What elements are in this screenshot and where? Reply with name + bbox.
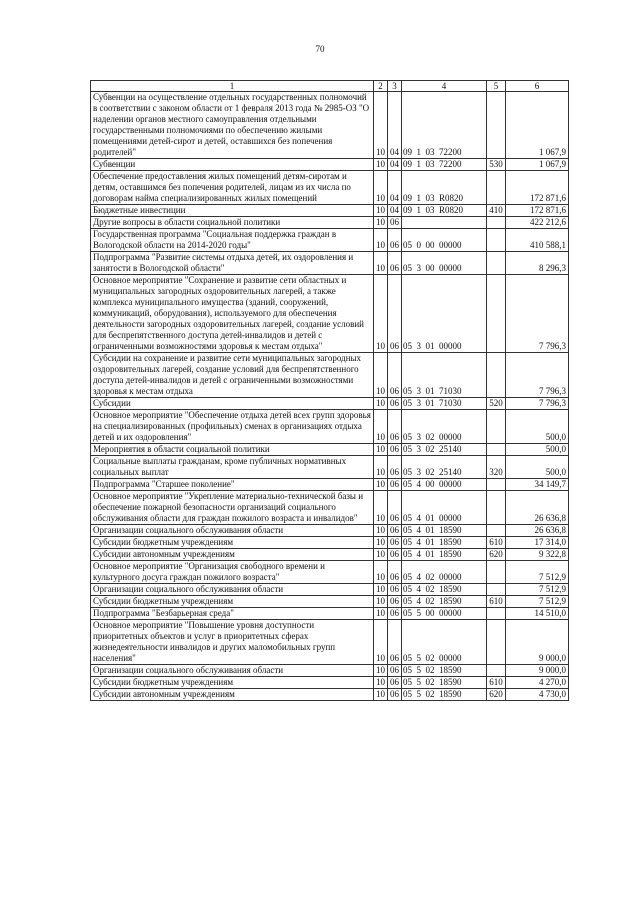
row-section: 10 <box>374 92 388 159</box>
row-amount: 500,0 <box>506 444 569 456</box>
row-section: 10 <box>374 229 388 252</box>
row-target-article: 05 4 00 00000 <box>402 479 487 491</box>
row-subsection: 06 <box>388 252 402 275</box>
header-subsection: 3 <box>388 81 402 92</box>
row-expense-type: 610 <box>487 596 506 608</box>
row-expense-type: 530 <box>487 159 506 171</box>
row-expense-type <box>487 92 506 159</box>
table-row <box>91 456 569 479</box>
row-section: 10 <box>374 537 388 549</box>
row-expense-type <box>487 252 506 275</box>
row-target-article: 05 4 02 00000 <box>402 561 487 584</box>
row-expense-type <box>487 444 506 456</box>
row-name: Основное мероприятие "Обеспечение отдыха детей всех групп здоровья на специализированных (профильных) сменах в организациях отдыха детей и их оздоровления" <box>91 410 374 444</box>
row-section: 10 <box>374 561 388 584</box>
row-subsection: 06 <box>388 353 402 398</box>
row-section: 10 <box>374 620 388 665</box>
row-target-article: 09 1 03 72200 <box>402 92 487 159</box>
row-amount: 500,0 <box>506 410 569 444</box>
header-name: 1 <box>91 81 374 92</box>
row-subsection: 06 <box>388 677 402 689</box>
row-amount: 7 796,3 <box>506 275 569 353</box>
row-target-article: 05 5 00 00000 <box>402 608 487 620</box>
row-amount: 4 730,0 <box>506 689 569 701</box>
row-amount: 1 067,9 <box>506 159 569 171</box>
row-amount: 172 871,6 <box>506 171 569 205</box>
row-amount: 7 796,3 <box>506 353 569 398</box>
table-row <box>91 229 569 252</box>
row-amount: 410 588,1 <box>506 229 569 252</box>
row-name: Организации социального обслуживания области <box>91 525 374 537</box>
header-section: 2 <box>374 81 388 92</box>
table-row <box>91 596 569 608</box>
row-name: Субсидии на сохранение и развитие сети муниципальных загородных оздоровительных лагерей, создание условий для беспрепятственного доступа детей-инвалидов и детей с ограниченными возможностями здоровья к местам отдыха <box>91 353 374 398</box>
row-expense-type <box>487 410 506 444</box>
row-target-article <box>402 217 487 229</box>
header-expense-type: 5 <box>487 81 506 92</box>
row-expense-type <box>487 275 506 353</box>
table-row <box>91 537 569 549</box>
row-expense-type <box>487 217 506 229</box>
row-target-article: 05 4 01 00000 <box>402 491 487 525</box>
row-subsection: 06 <box>388 229 402 252</box>
table-row <box>91 171 569 205</box>
row-amount: 14 510,0 <box>506 608 569 620</box>
row-expense-type <box>487 171 506 205</box>
row-target-article: 05 3 00 00000 <box>402 252 487 275</box>
row-target-article: 09 1 03 72200 <box>402 159 487 171</box>
table-row <box>91 689 569 701</box>
row-target-article: 05 4 01 18590 <box>402 549 487 561</box>
row-expense-type <box>487 229 506 252</box>
table-row <box>91 479 569 491</box>
row-expense-type: 410 <box>487 205 506 217</box>
row-expense-type <box>487 479 506 491</box>
row-amount: 9 000,0 <box>506 620 569 665</box>
row-subsection: 06 <box>388 275 402 353</box>
row-amount: 4 270,0 <box>506 677 569 689</box>
row-expense-type <box>487 584 506 596</box>
row-amount: 172 871,6 <box>506 205 569 217</box>
row-subsection: 06 <box>388 584 402 596</box>
table-row <box>91 159 569 171</box>
row-expense-type <box>487 525 506 537</box>
row-amount: 26 636,8 <box>506 525 569 537</box>
row-section: 10 <box>374 252 388 275</box>
table-row <box>91 275 569 353</box>
row-section: 10 <box>374 665 388 677</box>
row-name: Субсидии бюджетным учреждениям <box>91 677 374 689</box>
row-name: Социальные выплаты гражданам, кроме публичных нормативных социальных выплат <box>91 456 374 479</box>
row-name: Другие вопросы в области социальной политики <box>91 217 374 229</box>
row-section: 10 <box>374 410 388 444</box>
row-subsection: 06 <box>388 456 402 479</box>
row-subsection: 04 <box>388 92 402 159</box>
row-amount: 7 512,9 <box>506 561 569 584</box>
row-target-article: 05 5 02 18590 <box>402 689 487 701</box>
row-name: Субсидии бюджетным учреждениям <box>91 596 374 608</box>
row-target-article: 09 1 03 R0820 <box>402 171 487 205</box>
row-expense-type: 520 <box>487 398 506 410</box>
row-name: Субвенции <box>91 159 374 171</box>
table-row <box>91 205 569 217</box>
row-amount: 500,0 <box>506 456 569 479</box>
row-expense-type <box>487 353 506 398</box>
table-row <box>91 92 569 159</box>
table-row <box>91 549 569 561</box>
row-section: 10 <box>374 689 388 701</box>
row-name: Обеспечение предоставления жилых помещений детям-сиротам и детям, оставшимся без попечения родителей, лицам из их числа по договорам найма специализированных жилых помещений <box>91 171 374 205</box>
row-name: Субвенции на осуществление отдельных государственных полномочий в соответствии с законом области от 1 февраля 2013 года № 2985-ОЗ "О наделении органов местного самоуправления отдельными государственными полномочиями по обеспечению жилыми помещениями детей-сирот и детей, оставшихся без попечения родителей" <box>91 92 374 159</box>
table-row <box>91 525 569 537</box>
row-name: Основное мероприятие "Повышение уровня доступности приоритетных объектов и услуг в приоритетных сферах жизнедеятельности инвалидов и других маломобильных групп населения" <box>91 620 374 665</box>
row-section: 10 <box>374 549 388 561</box>
row-target-article: 05 4 02 18590 <box>402 584 487 596</box>
row-section: 10 <box>374 479 388 491</box>
row-expense-type <box>487 491 506 525</box>
row-section: 10 <box>374 353 388 398</box>
row-amount: 9 322,8 <box>506 549 569 561</box>
row-subsection: 06 <box>388 217 402 229</box>
row-section: 10 <box>374 608 388 620</box>
row-target-article: 05 5 02 00000 <box>402 620 487 665</box>
row-name: Подпрограмма "Старшее поколение" <box>91 479 374 491</box>
row-name: Бюджетные инвестиции <box>91 205 374 217</box>
row-target-article: 05 3 02 25140 <box>402 444 487 456</box>
row-subsection: 06 <box>388 561 402 584</box>
row-section: 10 <box>374 596 388 608</box>
row-target-article: 05 4 01 18590 <box>402 525 487 537</box>
row-target-article: 05 3 01 71030 <box>402 398 487 410</box>
row-subsection: 06 <box>388 689 402 701</box>
row-target-article: 09 1 03 R0820 <box>402 205 487 217</box>
row-target-article: 05 3 02 25140 <box>402 456 487 479</box>
row-expense-type <box>487 620 506 665</box>
table-row <box>91 252 569 275</box>
table-row <box>91 398 569 410</box>
row-expense-type: 610 <box>487 537 506 549</box>
row-section: 10 <box>374 677 388 689</box>
row-amount: 1 067,9 <box>506 92 569 159</box>
table-row <box>91 444 569 456</box>
row-amount: 7 512,9 <box>506 596 569 608</box>
table-row <box>91 410 569 444</box>
table-row <box>91 665 569 677</box>
table-row <box>91 584 569 596</box>
row-target-article: 05 4 01 18590 <box>402 537 487 549</box>
row-subsection: 06 <box>388 398 402 410</box>
row-subsection: 06 <box>388 525 402 537</box>
row-section: 10 <box>374 275 388 353</box>
row-name: Субсидии бюджетным учреждениям <box>91 537 374 549</box>
row-subsection: 04 <box>388 205 402 217</box>
row-subsection: 06 <box>388 444 402 456</box>
table-row <box>91 353 569 398</box>
row-section: 10 <box>374 584 388 596</box>
row-expense-type: 620 <box>487 549 506 561</box>
row-name: Субсидии <box>91 398 374 410</box>
row-section: 10 <box>374 159 388 171</box>
table-row <box>91 677 569 689</box>
table-row <box>91 561 569 584</box>
row-expense-type: 320 <box>487 456 506 479</box>
row-target-article: 05 3 01 00000 <box>402 275 487 353</box>
row-subsection: 04 <box>388 171 402 205</box>
table-body <box>91 92 569 701</box>
table-row <box>91 620 569 665</box>
row-subsection: 04 <box>388 159 402 171</box>
row-target-article: 05 5 02 18590 <box>402 677 487 689</box>
row-subsection: 06 <box>388 410 402 444</box>
row-section: 10 <box>374 398 388 410</box>
row-name: Подпрограмма "Развитие системы отдыха детей, их оздоровления и занятости в Вологодской области" <box>91 252 374 275</box>
row-amount: 17 314,0 <box>506 537 569 549</box>
row-target-article: 05 4 02 18590 <box>402 596 487 608</box>
row-section: 10 <box>374 171 388 205</box>
row-name: Организации социального обслуживания области <box>91 584 374 596</box>
table-row <box>91 608 569 620</box>
table-row <box>91 491 569 525</box>
row-amount: 34 149,7 <box>506 479 569 491</box>
row-target-article: 05 3 01 71030 <box>402 353 487 398</box>
row-expense-type <box>487 561 506 584</box>
row-name: Основное мероприятие "Организация свободного времени и культурного досуга граждан пожилого возраста" <box>91 561 374 584</box>
row-amount: 422 212,6 <box>506 217 569 229</box>
page-number: 70 <box>315 44 325 54</box>
row-section: 10 <box>374 205 388 217</box>
row-subsection: 06 <box>388 608 402 620</box>
row-name: Основное мероприятие "Укрепление материально-технической базы и обеспечение пожарной безопасности организаций социального обслуживания области для граждан пожилого возраста и инвалидов" <box>91 491 374 525</box>
row-name: Государственная программа "Социальная поддержка граждан в Вологодской области на 2014-2020 годы" <box>91 229 374 252</box>
row-name: Подпрограмма "Безбарьерная среда" <box>91 608 374 620</box>
row-subsection: 06 <box>388 620 402 665</box>
row-subsection: 06 <box>388 537 402 549</box>
row-expense-type: 620 <box>487 689 506 701</box>
row-name: Основное мероприятие "Сохранение и развитие сети областных и муниципальных загородных оздоровительных лагерей, а также комплекса муниципального имущества (зданий, сооружений, коммуникаций, оборудования), используемого для обеспечения деятельности загородных оздоровительных лагерей, создание условий для беспрепятственного доступа детей-инвалидов и детей с ограниченными возможностями здоровья к местам отдыха" <box>91 275 374 353</box>
row-subsection: 06 <box>388 665 402 677</box>
row-expense-type <box>487 608 506 620</box>
row-subsection: 06 <box>388 596 402 608</box>
row-section: 10 <box>374 456 388 479</box>
row-amount: 8 296,3 <box>506 252 569 275</box>
row-subsection: 06 <box>388 479 402 491</box>
row-amount: 7 512,9 <box>506 584 569 596</box>
budget-table <box>90 80 569 701</box>
row-section: 10 <box>374 491 388 525</box>
table-row <box>91 217 569 229</box>
row-target-article: 05 5 02 18590 <box>402 665 487 677</box>
row-expense-type: 610 <box>487 677 506 689</box>
row-section: 10 <box>374 525 388 537</box>
row-name: Субсидии автономным учреждениям <box>91 689 374 701</box>
row-target-article: 05 0 00 00000 <box>402 229 487 252</box>
row-amount: 7 796,3 <box>506 398 569 410</box>
row-name: Организации социального обслуживания области <box>91 665 374 677</box>
header-target-article: 4 <box>402 81 487 92</box>
header-row <box>91 81 569 92</box>
row-subsection: 06 <box>388 549 402 561</box>
row-name: Субсидии автономным учреждениям <box>91 549 374 561</box>
row-subsection: 06 <box>388 491 402 525</box>
row-target-article: 05 3 02 00000 <box>402 410 487 444</box>
row-section: 10 <box>374 217 388 229</box>
row-amount: 26 636,8 <box>506 491 569 525</box>
row-amount: 9 000,0 <box>506 665 569 677</box>
row-section: 10 <box>374 444 388 456</box>
row-name: Мероприятия в области социальной политики <box>91 444 374 456</box>
header-amount: 6 <box>506 81 569 92</box>
row-expense-type <box>487 665 506 677</box>
